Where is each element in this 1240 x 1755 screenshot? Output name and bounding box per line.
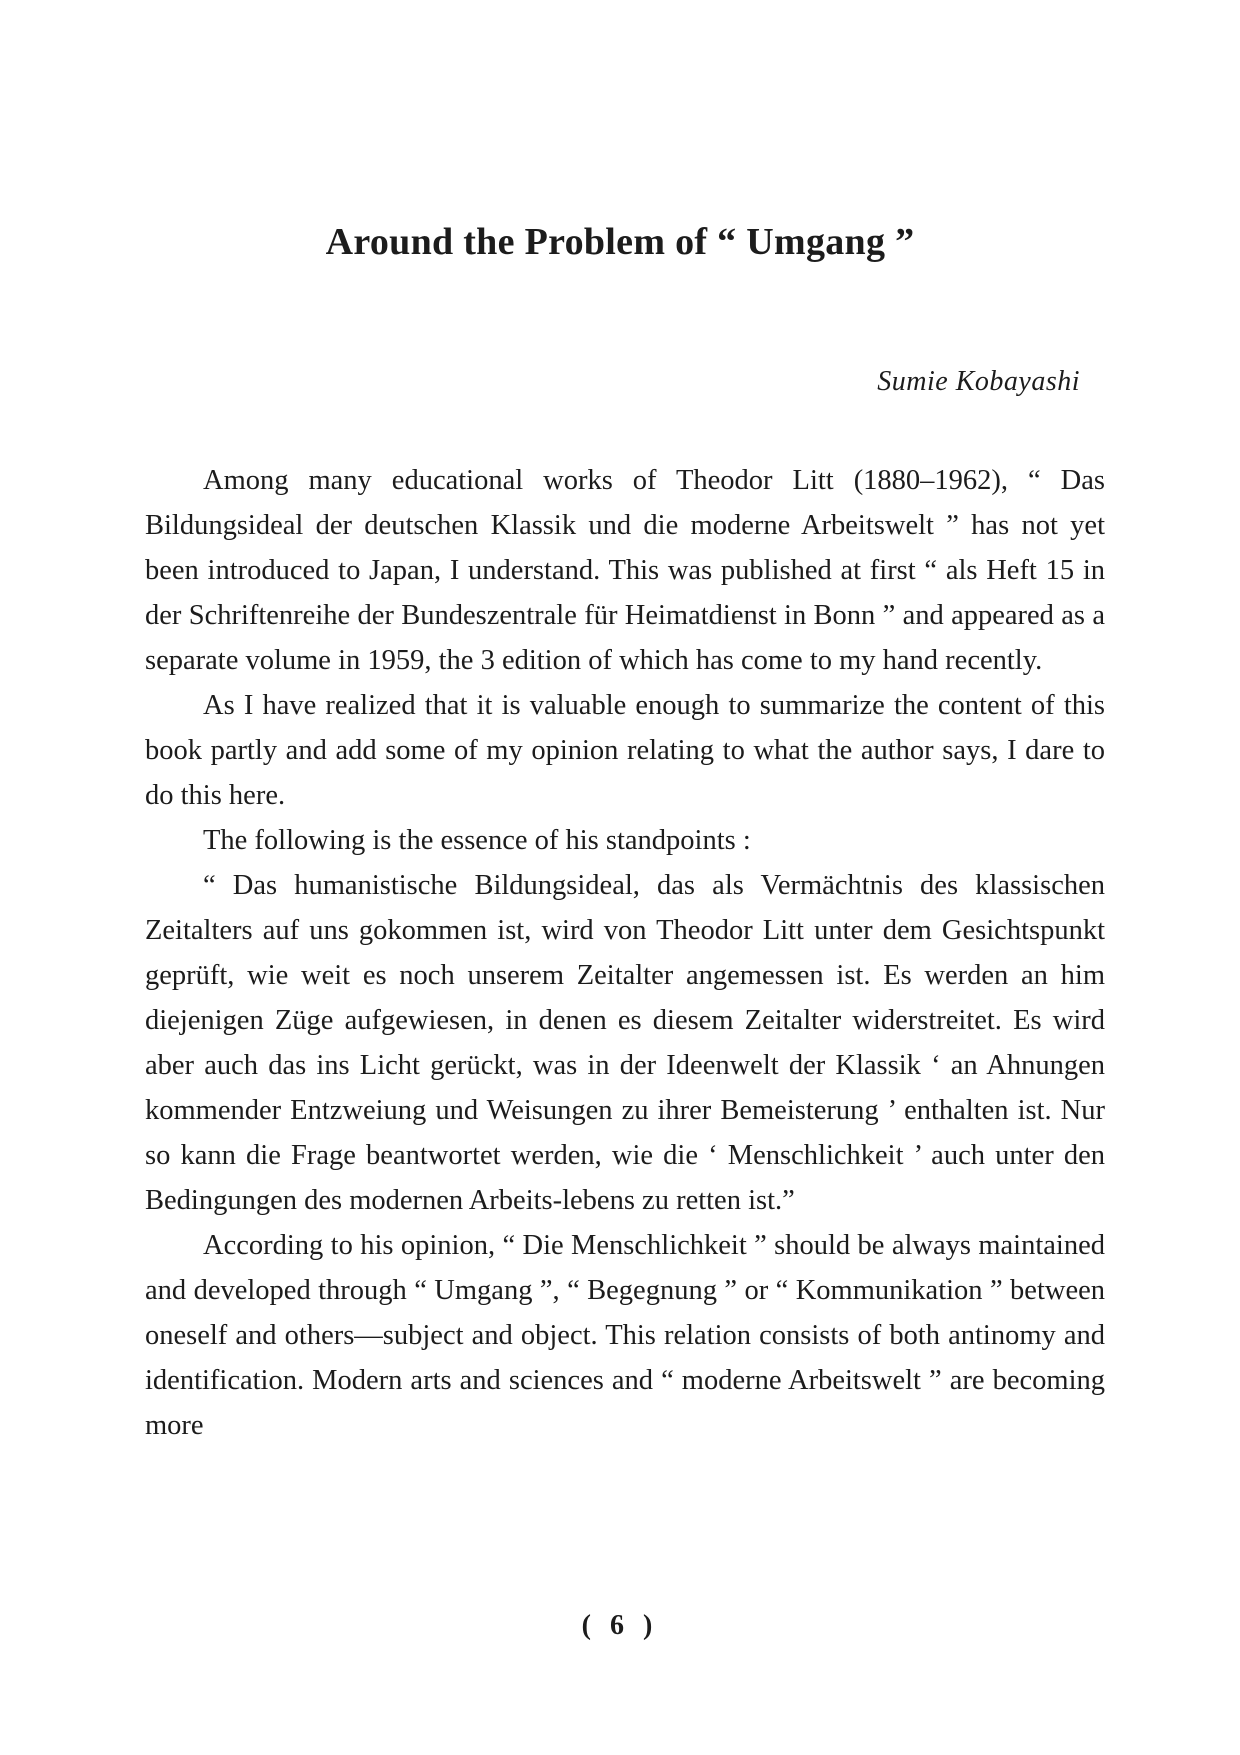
- paragraph: Among many educational works of Theodor Litt (1880–1962), “ Das Bildungsideal der deutschen Klassik und die moderne Arbeitswelt ” has not yet been introduced to Japan, I understand. This was published at first “ als Heft 15 in der Schriftenreihe der Bundeszentrale für Heimatdienst in Bonn ” and appeared as a separate volume in 1959, the 3 edition of which has come to my hand recently.: [145, 465, 1105, 676]
- paragraph: According to his opinion, “ Die Menschlichkeit ” should be always maintained and developed through “ Umgang ”, “ Begegnung ” or “ Kommunikation ” between oneself and others—subject and object. This relation consists of both antinomy and identification. Modern arts and sciences and “ moderne Arbeitswelt ” are becoming more: [145, 1230, 1105, 1441]
- paragraph: As I have realized that it is valuable enough to summarize the content of this book partly and add some of my opinion relating to what the author says, I dare to do this here.: [145, 690, 1105, 811]
- article-title: Around the Problem of “ Umgang ”: [325, 221, 915, 263]
- page-number: ( 6 ): [581, 1610, 659, 1641]
- paragraph: The following is the essence of his standpoints :: [203, 825, 751, 856]
- quoted-paragraph: “ Das humanistische Bildungsideal, das als Vermächtnis des klassischen Zeitalters auf uns gokommen ist, wird von Theodor Litt unter dem Gesichtspunkt geprüft, wie weit es noch unserem Zeitalter angemessen ist. Es werden an him diejenigen Züge aufgewiesen, in denen es diesem Zeitalter widerstreitet. Es wird aber auch das ins Licht gerückt, was in der Ideenwelt der Klassik ‘ an Ahnungen kommender Entzweiung und Weisungen zu ihrer Bemeisterung ’ enthalten ist. Nur so kann die Frage beantwortet werden, wie die ‘ Menschlichkeit ’ auch unter den Bedingungen des modernen Arbeits-lebens zu retten ist.”: [145, 870, 1105, 1216]
- article-body: [145, 458, 1105, 1448]
- author-name: Sumie Kobayashi: [877, 366, 1080, 397]
